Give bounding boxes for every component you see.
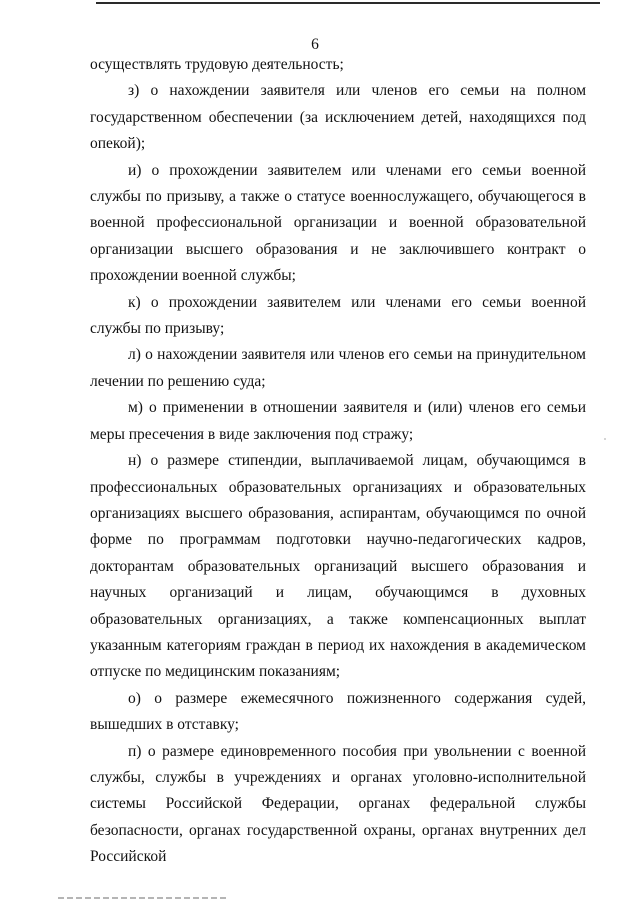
paragraph-continuation: осуществлять трудовую деятельность; (90, 56, 344, 73)
scan-artifact-line (58, 897, 228, 899)
paragraph-i: и) о прохождении заявителем или членами его семьи военной службы по призыву, а также о статусе военнослужащего, обучающегося в военной профессиональной организации и военной образовательной организации высшего образования и не заключившего контракт о прохождении военной службы; (90, 161, 586, 285)
paragraph-o: о) о размере ежемесячного пожизненного содержания судей, вышедших в отставку; (90, 689, 586, 734)
paragraph-z: з) о нахождении заявителя или членов его семьи на полном государственном обеспечении (за исключением детей, находящихся под опекой); (90, 82, 586, 153)
paragraph-p: п) о размере единовременного пособия при увольнении с военной службы, службы в учреждениях и органах уголовно-исполнительной системы Российской Федерации, органах федеральной службы безопасности, органах государственной охраны, органах внутренних дел Российской (90, 742, 586, 866)
paragraph-k: к) о прохождении заявителем или членами его семьи военной службы по призыву; (90, 293, 586, 338)
paragraph-m: м) о применении в отношении заявителя и (или) членов его семьи меры пресечения в виде заключения под стражу; (90, 399, 586, 443)
document-body (90, 52, 586, 871)
page-number: 6 (311, 36, 319, 53)
paragraph-n: н) о размере стипендии, выплачиваемой лицам, обучающимся в профессиональных образовательных организациях и образовательных организациях высшего образования, аспирантам, обучающимся по очной форме по программам подготовки научно-педагогических кадров, докторантам образовательных организаций высшего образования и научных организаций и лицам, обучающимся в духовных образовательных организациях, а также компенсационных выплат указанным категориям граждан в период их нахождения в академическом отпуске по медицинским показаниям; (90, 452, 586, 681)
top-border-line (96, 2, 600, 4)
scan-speck (604, 438, 606, 440)
paragraph-l: л) о нахождении заявителя или членов его семьи на принудительном лечении по решению суда; (90, 346, 586, 390)
